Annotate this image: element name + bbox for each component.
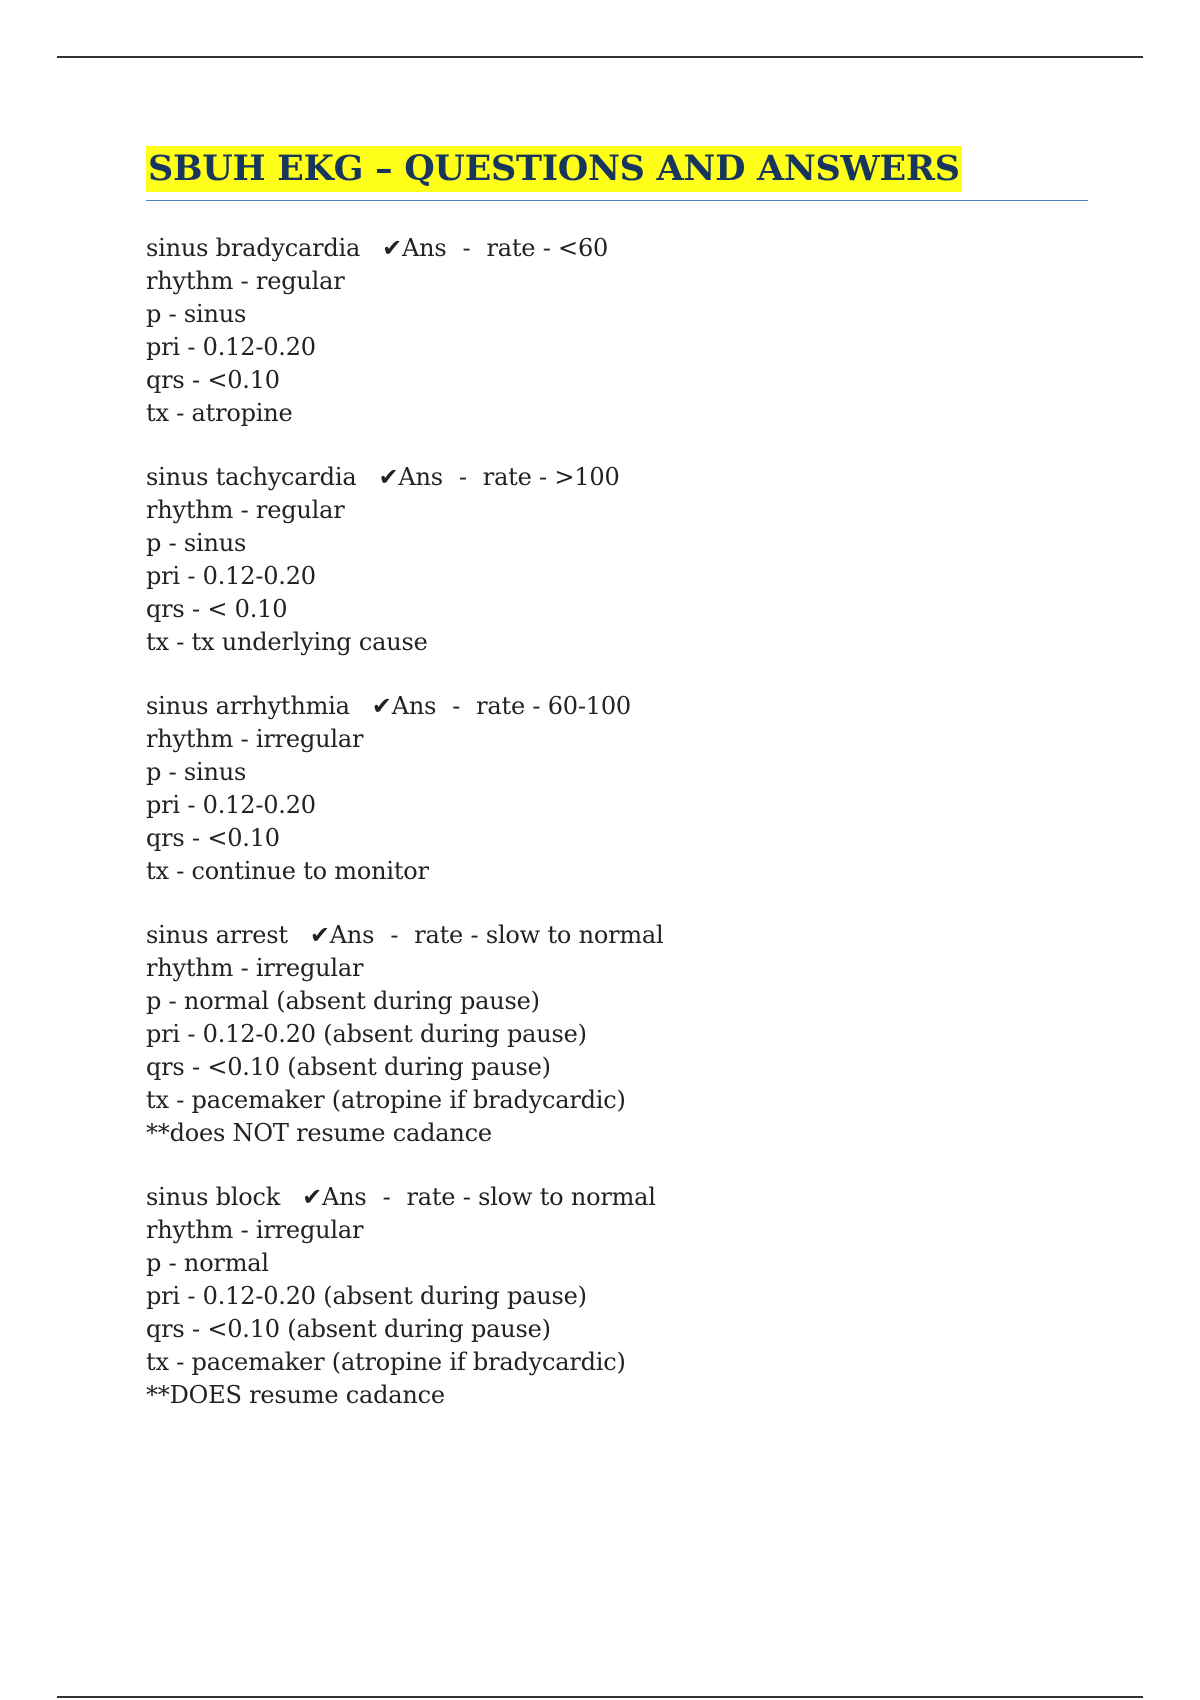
answer-line: pri - 0.12-0.20 (absent during pause) — [146, 1020, 587, 1048]
ans-separator: - — [382, 1183, 391, 1211]
answer-line: pri - 0.12-0.20 — [146, 562, 316, 590]
ans-label: Ans — [322, 1183, 367, 1211]
check-icon: ✔ — [378, 463, 399, 491]
answer-note: **DOES resume cadance — [146, 1381, 445, 1409]
answer-line: rhythm - regular — [146, 267, 345, 295]
qa-term: sinus arrhythmia — [146, 692, 350, 720]
page-title: SBUH EKG – QUESTIONS AND ANSWERS — [146, 146, 962, 192]
answer-line: pri - 0.12-0.20 — [146, 333, 316, 361]
answer-line: qrs - < 0.10 — [146, 595, 288, 623]
ans-label: Ans — [398, 463, 443, 491]
answer-line: qrs - <0.10 — [146, 824, 280, 852]
answer-line: tx - pacemaker (atropine if bradycardic) — [146, 1086, 626, 1114]
check-icon: ✔ — [382, 234, 403, 262]
answer-line: rhythm - irregular — [146, 954, 364, 982]
qa-term: sinus block — [146, 1183, 281, 1211]
qa-item — [146, 1181, 1086, 1412]
answer-line: p - sinus — [146, 758, 247, 786]
qa-question-line — [146, 1181, 1086, 1214]
answer-first-line: rate - >100 — [482, 463, 620, 491]
answer-line: tx - continue to monitor — [146, 857, 429, 885]
title-block — [146, 146, 1088, 192]
answer-first-line: rate - 60-100 — [476, 692, 631, 720]
check-icon: ✔ — [371, 692, 392, 720]
ans-label: Ans — [402, 234, 447, 262]
check-icon: ✔ — [302, 1183, 323, 1211]
answer-line: tx - pacemaker (atropine if bradycardic) — [146, 1348, 626, 1376]
header-rule — [57, 56, 1143, 58]
qa-item — [146, 919, 1086, 1150]
ans-separator: - — [452, 692, 461, 720]
qa-question-line — [146, 690, 1086, 723]
footer-rule — [57, 1696, 1143, 1698]
qa-question-line — [146, 919, 1086, 952]
qa-question-line — [146, 232, 1086, 265]
ans-separator: - — [458, 463, 467, 491]
answer-line: pri - 0.12-0.20 (absent during pause) — [146, 1282, 587, 1310]
qa-term: sinus bradycardia — [146, 234, 361, 262]
answer-line: rhythm - regular — [146, 496, 345, 524]
answer-line: p - normal — [146, 1249, 269, 1277]
answer-line: qrs - <0.10 (absent during pause) — [146, 1053, 551, 1081]
answer-line: rhythm - irregular — [146, 1216, 364, 1244]
answer-first-line: rate - slow to normal — [406, 1183, 656, 1211]
qa-item — [146, 690, 1086, 888]
answer-note: **does NOT resume cadance — [146, 1119, 492, 1147]
qa-item — [146, 461, 1086, 659]
answer-line: qrs - <0.10 — [146, 366, 280, 394]
qa-question-line — [146, 461, 1086, 494]
answer-first-line: rate - <60 — [486, 234, 609, 262]
ans-label: Ans — [391, 692, 437, 720]
answer-first-line: rate - slow to normal — [414, 921, 664, 949]
qa-term: sinus tachycardia — [146, 463, 357, 491]
answer-line: pri - 0.12-0.20 — [146, 791, 316, 819]
answer-line: rhythm - irregular — [146, 725, 364, 753]
qa-item — [146, 232, 1086, 430]
answer-line: p - sinus — [146, 529, 247, 557]
answer-line: tx - atropine — [146, 399, 293, 427]
ans-separator: - — [462, 234, 471, 262]
answer-line: tx - tx underlying cause — [146, 628, 428, 656]
check-icon: ✔ — [309, 921, 330, 949]
qa-list — [146, 232, 1086, 1443]
ans-separator: - — [390, 921, 399, 949]
ans-label: Ans — [329, 921, 375, 949]
title-underline — [146, 200, 1088, 201]
qa-term: sinus arrest — [146, 921, 288, 949]
answer-line: qrs - <0.10 (absent during pause) — [146, 1315, 551, 1343]
answer-line: p - normal (absent during pause) — [146, 987, 540, 1015]
answer-line: p - sinus — [146, 300, 247, 328]
